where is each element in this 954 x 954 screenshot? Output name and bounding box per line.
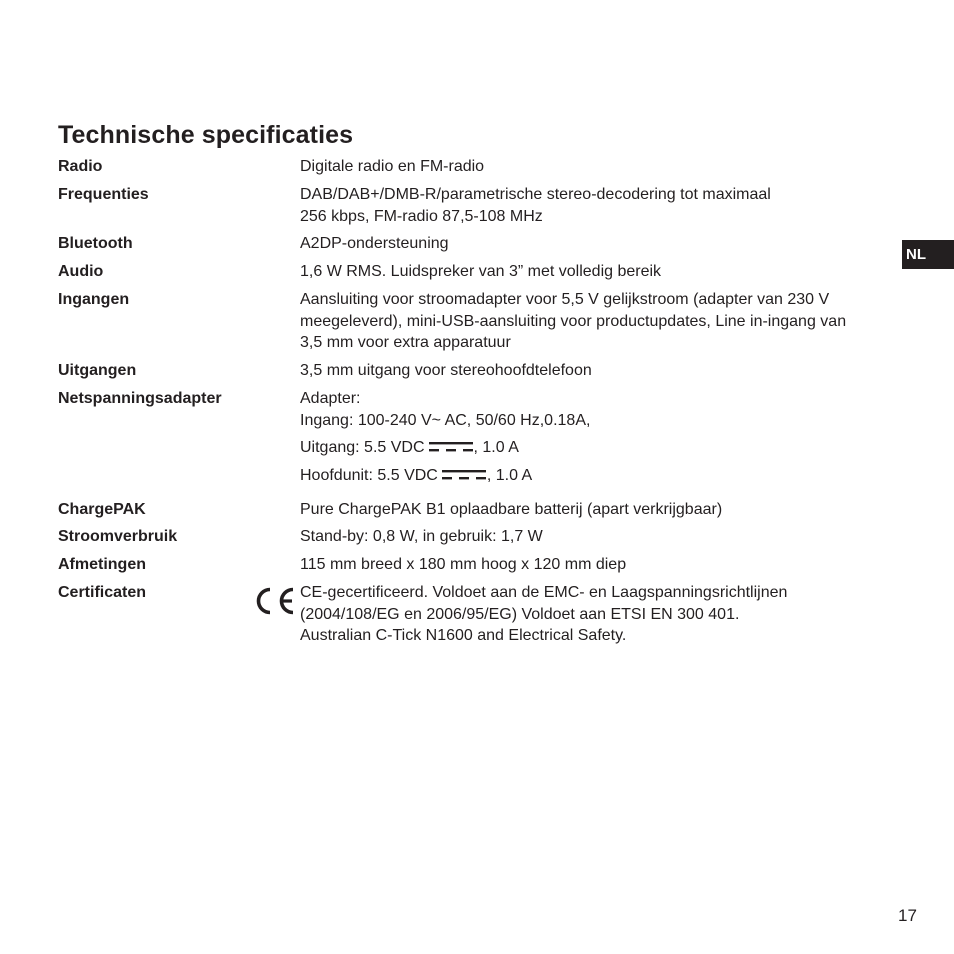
spec-label: Audio xyxy=(58,263,104,280)
spec-label: Radio xyxy=(58,158,103,175)
spec-value: Pure ChargePAK B1 oplaadbare batterij (apart verkrijgbaar) xyxy=(300,501,723,518)
adapter-output xyxy=(300,437,900,459)
spec-value: Stand-by: 0,8 W, in gebruik: 1,7 W xyxy=(300,528,543,545)
spec-label: Ingangen xyxy=(58,291,130,308)
page-number: 17 xyxy=(898,906,917,925)
language-tab: NL xyxy=(902,240,954,269)
spec-value: Digitale radio en FM-radio xyxy=(300,158,485,175)
spec-label: Afmetingen xyxy=(58,556,146,573)
spec-value: DAB/DAB+/DMB-R/parametrische stereo-decodering tot maximaal 256 kbps, FM-radio 87,5-108 MHz xyxy=(300,186,771,225)
spec-value: Aansluiting voor stroomadapter voor 5,5 V gelijkstroom (adapter van 230 V meegeleverd), mini-USB-aansluiting voor productupdates, Line in-ingang van 3,5 mm voor extra apparatuur xyxy=(300,291,847,351)
ce-mark-icon xyxy=(250,586,296,616)
dc-current-symbol-icon xyxy=(442,468,486,482)
adapter-input: Ingang: 100-240 V~ AC, 50/60 Hz,0.18A, xyxy=(300,411,591,429)
adapter-main-prefix: Hoofdunit: 5.5 VDC xyxy=(300,466,438,484)
spec-value: CE-gecertificeerd. Voldoet aan de EMC- en Laagspanningsrichtlijnen (2004/108/EG en 2006/95/EG) Voldoet aan ETSI EN 300 401. Australian C-Tick N1600 and Electrical Safety. xyxy=(300,584,788,644)
spec-label: Uitgangen xyxy=(58,362,137,379)
adapter-output-suffix: , 1.0 A xyxy=(473,439,519,456)
adapter-heading: Adapter: xyxy=(300,390,361,407)
spec-label: Certificaten xyxy=(58,584,147,601)
page-title: Technische specificaties xyxy=(58,121,354,149)
spec-label: Frequenties xyxy=(58,186,149,203)
spec-value: A2DP-ondersteuning xyxy=(300,235,449,252)
spec-value: 3,5 mm uitgang voor stereohoofdtelefoon xyxy=(300,362,592,379)
adapter-output-prefix: Uitgang: 5.5 VDC xyxy=(300,439,425,456)
adapter-main-unit xyxy=(300,465,900,487)
spec-value: 1,6 W RMS. Luidspreker van 3” met volledig bereik xyxy=(300,263,662,280)
spec-value xyxy=(300,388,900,486)
spec-label: Netspanningsadapter xyxy=(58,390,222,407)
spec-label: Bluetooth xyxy=(58,235,133,252)
spec-label: ChargePAK xyxy=(58,501,146,518)
adapter-main-suffix: , 1.0 A xyxy=(486,466,533,484)
spec-value: 115 mm breed x 180 mm hoog x 120 mm diep xyxy=(300,556,627,573)
dc-current-symbol-icon xyxy=(429,440,473,454)
spec-label: Stroomverbruik xyxy=(58,528,178,545)
